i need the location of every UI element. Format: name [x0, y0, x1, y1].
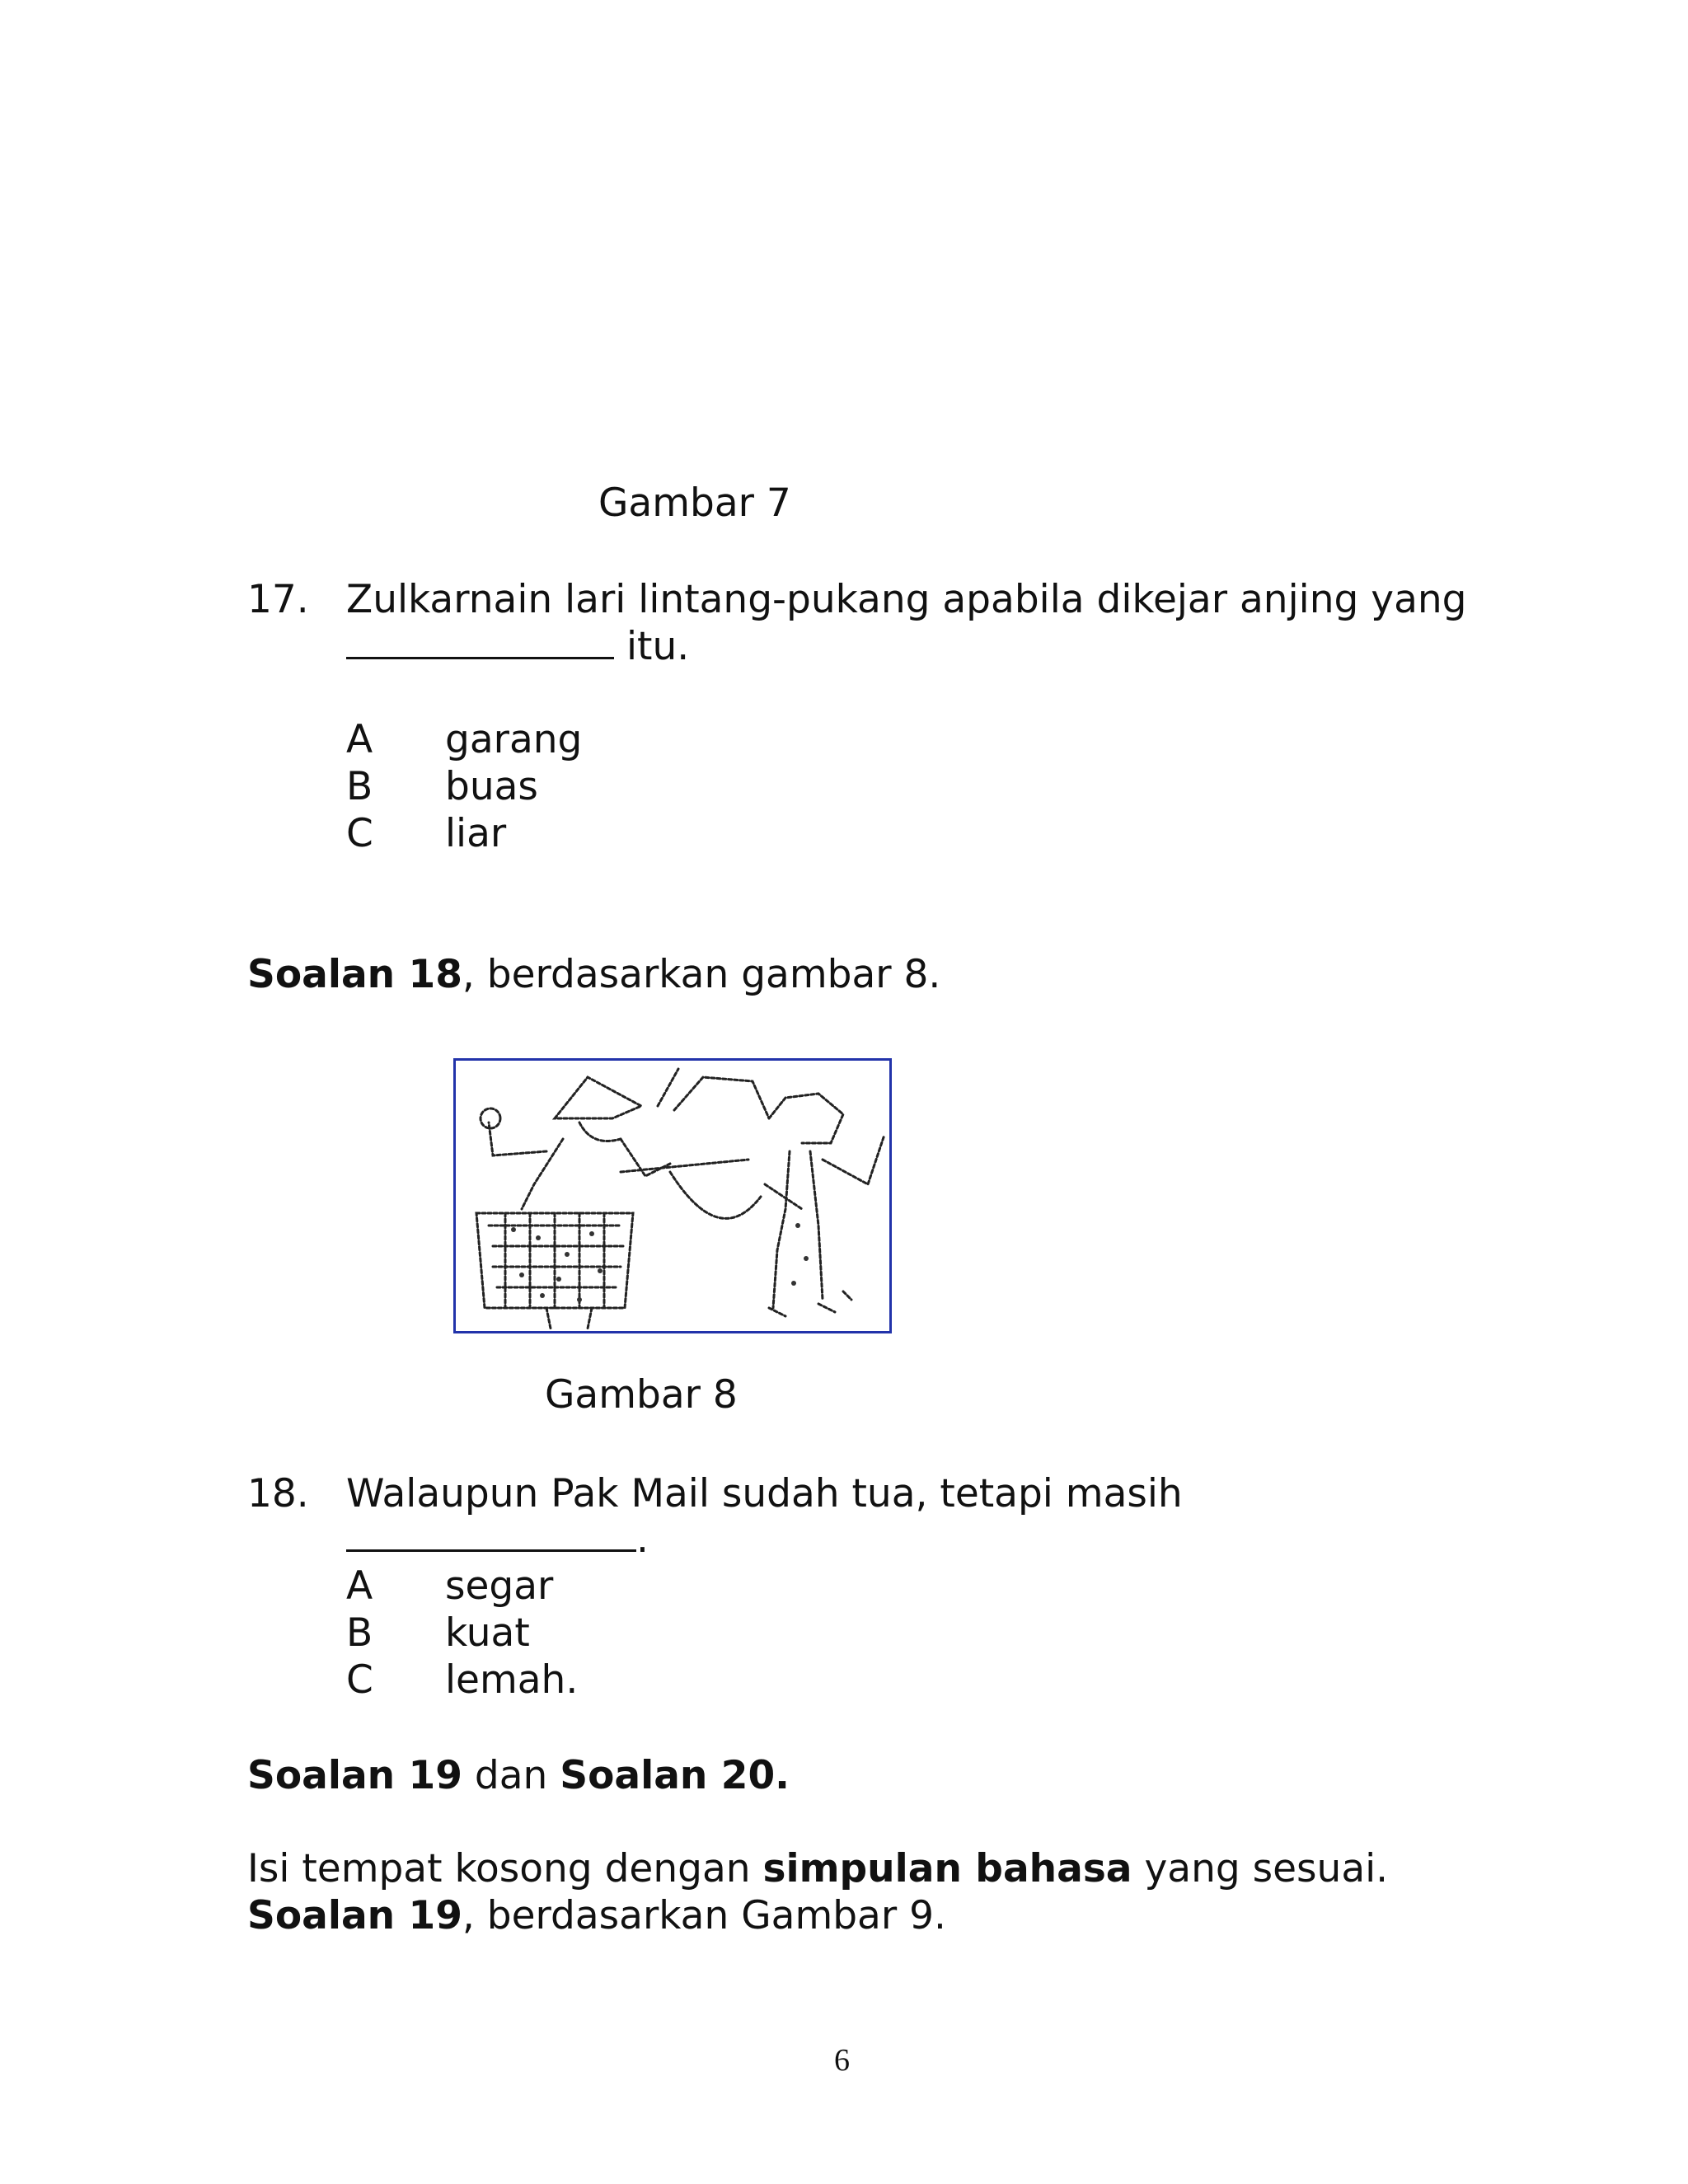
option-letter: A	[346, 717, 373, 762]
question-18-blank-line	[346, 1516, 649, 1563]
section-19-bold: Soalan 19	[247, 1893, 462, 1938]
question-18-text: Walaupun Pak Mail sudah tua, tetapi masih	[346, 1471, 1183, 1516]
question-17-blank-line	[346, 624, 689, 670]
instruction-post: yang sesuai.	[1132, 1846, 1389, 1891]
option-b	[346, 764, 841, 811]
option-letter: C	[346, 1657, 373, 1703]
option-text: segar	[445, 1563, 554, 1609]
option-text: buas	[445, 764, 538, 809]
question-17-options	[346, 717, 841, 858]
section-18-heading	[247, 952, 940, 998]
question-17-number: 17.	[247, 577, 309, 622]
option-a	[346, 717, 841, 764]
option-b	[346, 1610, 841, 1657]
question-17-text: Zulkarnain lari lintang-pukang apabila dikejar anjing yang	[346, 577, 1467, 622]
section-18-rest: , berdasarkan gambar 8.	[462, 952, 941, 997]
section-19-20-joiner: dan	[462, 1753, 560, 1798]
option-text: liar	[445, 811, 507, 856]
option-c	[346, 811, 841, 858]
question-18-number: 18.	[247, 1471, 309, 1516]
section-19-rest: , berdasarkan Gambar 9.	[462, 1893, 946, 1938]
section-19-bold: Soalan 19	[247, 1753, 462, 1798]
option-letter: C	[346, 811, 373, 856]
page-number: 6	[834, 2043, 850, 2078]
question-18-options	[346, 1563, 841, 1704]
section-20-bold: Soalan 20.	[560, 1753, 790, 1798]
option-letter: B	[346, 764, 373, 809]
option-letter: B	[346, 1610, 373, 1656]
section-18-bold: Soalan 18	[247, 952, 462, 997]
instruction-pre: Isi tempat kosong dengan	[247, 1846, 763, 1891]
option-a	[346, 1563, 841, 1610]
figure-8-image	[453, 1058, 892, 1333]
option-text: garang	[445, 717, 583, 762]
instruction-text	[247, 1846, 1388, 1892]
figure-7-caption: Gambar 7	[598, 480, 791, 526]
answer-blank	[346, 1518, 636, 1552]
answer-blank	[346, 626, 614, 659]
option-text: lemah.	[445, 1657, 579, 1703]
question-17-after-blank: itu.	[626, 624, 690, 669]
option-letter: A	[346, 1563, 373, 1609]
question-18-after-blank: .	[636, 1516, 649, 1562]
section-19-heading	[247, 1893, 946, 1939]
figure-8-caption: Gambar 8	[545, 1372, 738, 1418]
option-c	[346, 1657, 841, 1704]
section-19-20-heading	[247, 1753, 790, 1799]
option-text: kuat	[445, 1610, 530, 1656]
farmer-illustration	[456, 1061, 889, 1331]
instruction-bold: simpulan bahasa	[762, 1846, 1132, 1891]
